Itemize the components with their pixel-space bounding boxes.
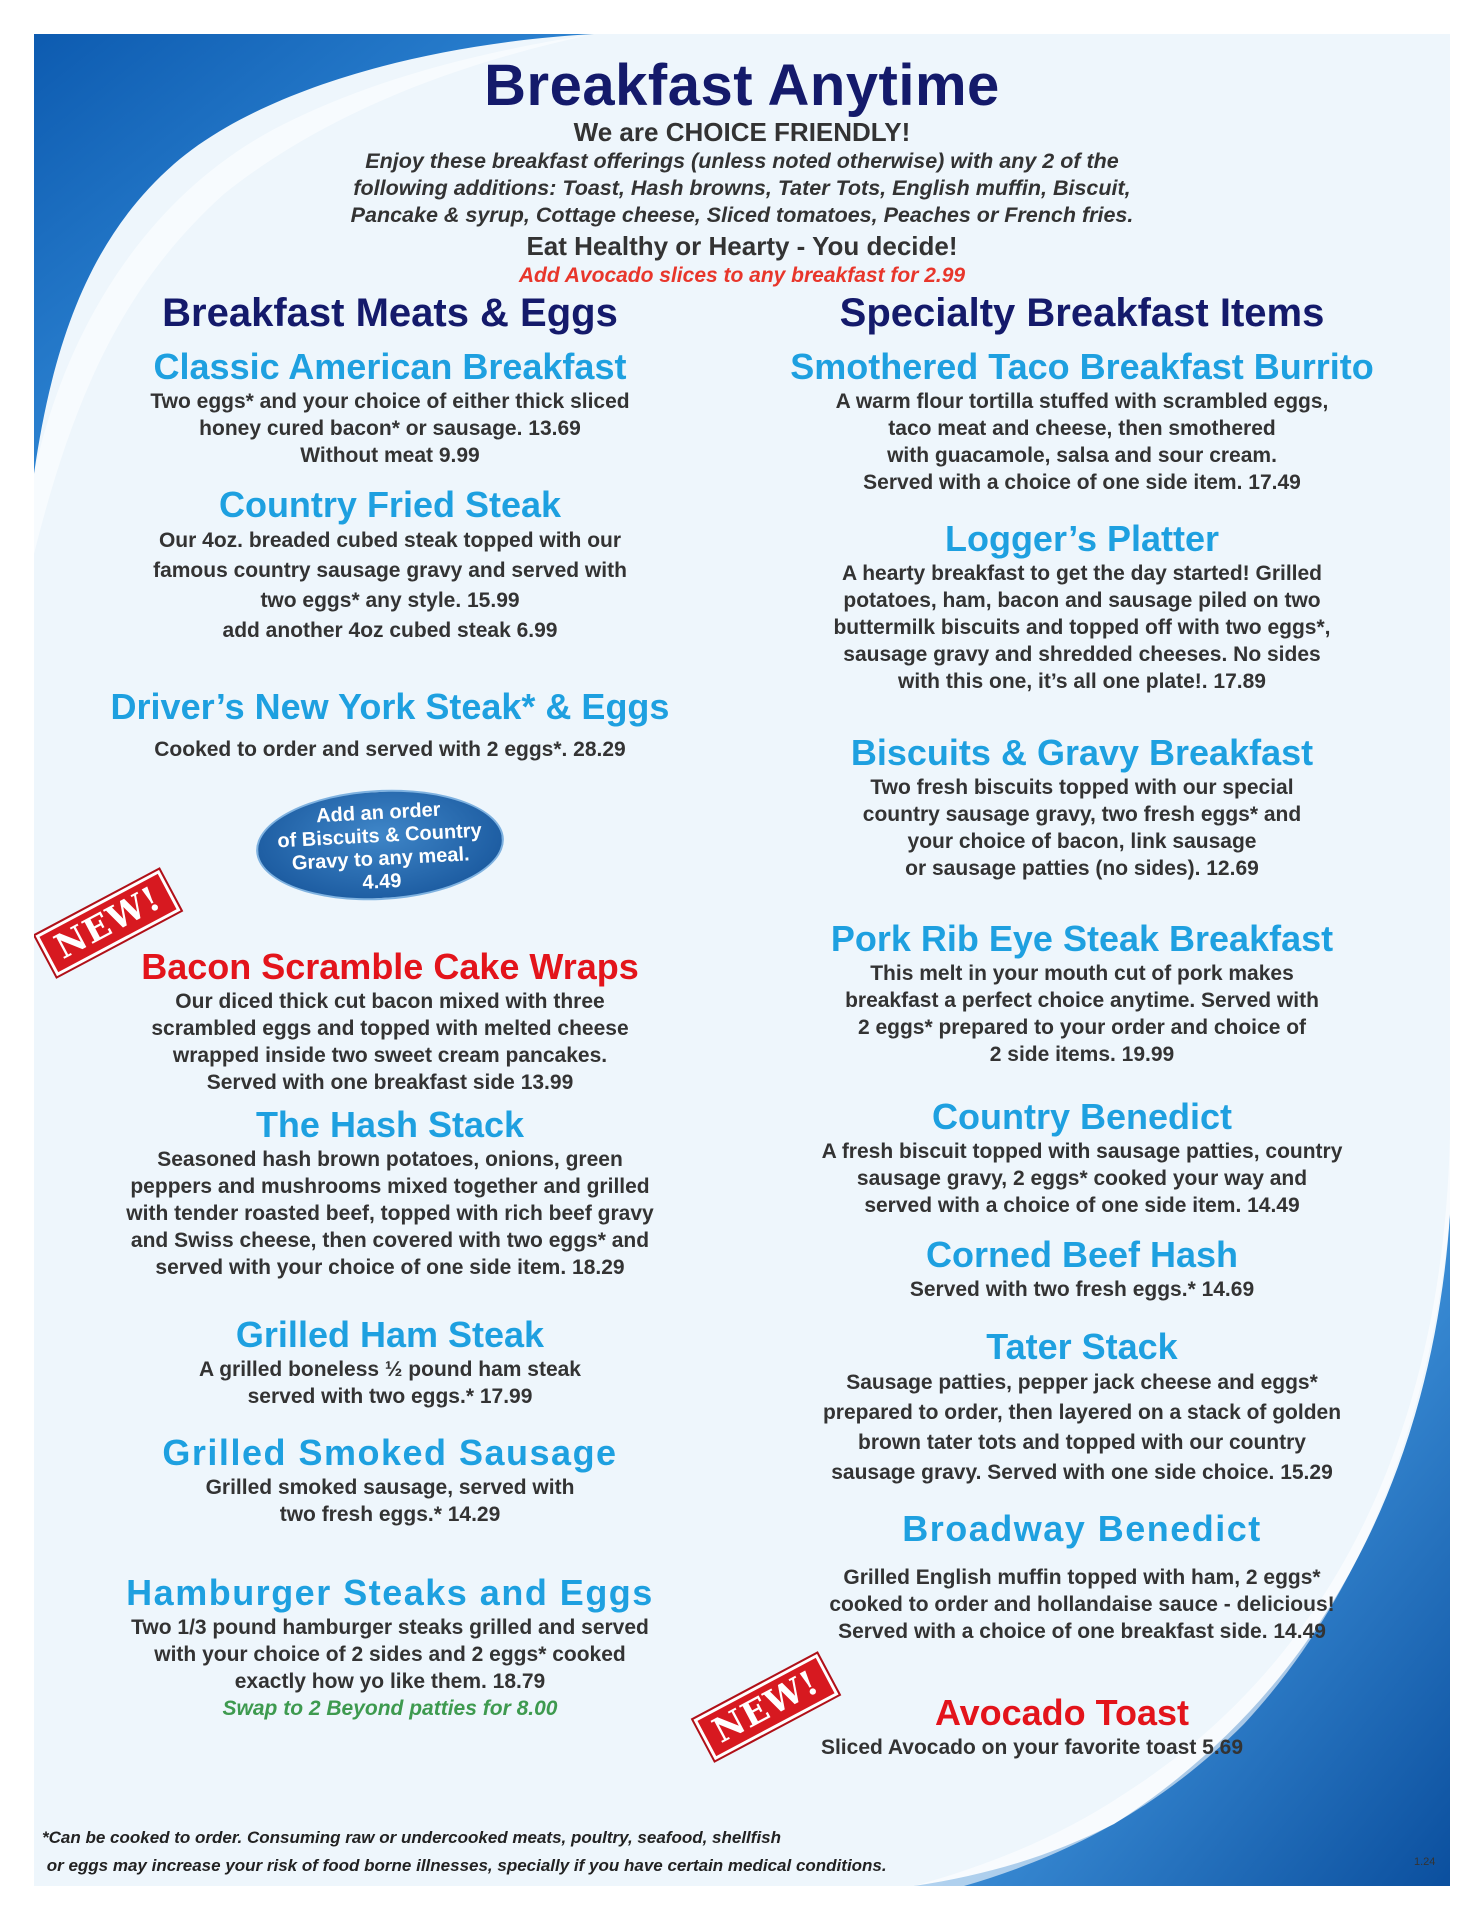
item-name: The Hash Stack bbox=[255, 1104, 525, 1145]
item-description: Cooked to order and served with 2 eggs*. 28.29 bbox=[154, 738, 626, 761]
item-description: A fresh biscuit topped with sausage patties, country sausage gravy, 2 eggs* cooked your way and served with a choice of one side item. 14.49 bbox=[821, 1140, 1343, 1217]
item-description: Two eggs* and your choice of either thick sliced honey cured bacon* or sausage. 13.69 Without meat 9.99 bbox=[150, 390, 630, 467]
item-name: Hamburger Steaks and Eggs bbox=[126, 1572, 654, 1613]
menu-item bbox=[742, 1234, 1422, 1303]
item-description: Served with two fresh eggs.* 14.69 bbox=[909, 1278, 1255, 1301]
choice-friendly-line: We are CHOICE FRIENDLY! bbox=[573, 117, 911, 147]
menu-item bbox=[70, 1104, 710, 1281]
menu-item bbox=[742, 918, 1422, 1068]
menu-item bbox=[742, 1326, 1422, 1488]
version-label: 1.24 bbox=[1414, 1856, 1436, 1868]
item-description: Grilled smoked sausage, served with two fresh eggs.* 14.29 bbox=[205, 1476, 575, 1526]
item-name: Country Benedict bbox=[931, 1096, 1233, 1137]
menu-item bbox=[742, 1096, 1422, 1219]
badge-line: 4.49 bbox=[361, 869, 402, 894]
item-name: Logger’s Platter bbox=[944, 518, 1220, 559]
menu-header bbox=[34, 54, 1450, 289]
item-description: Our 4oz. breaded cubed steak topped with our famous country sausage gravy and served with two eggs* any style. 15.99 add another 4oz cubed steak 6.99 bbox=[153, 529, 627, 642]
menu-item bbox=[742, 518, 1422, 695]
item-name: Tater Stack bbox=[986, 1326, 1178, 1367]
item-name: Broadway Benedict bbox=[902, 1508, 1262, 1549]
section-heading-meats-eggs: Breakfast Meats & Eggs bbox=[162, 291, 618, 335]
menu-item bbox=[70, 484, 710, 646]
item-name: Bacon Scramble Cake Wraps bbox=[141, 946, 639, 987]
item-description: Sliced Avocado on your favorite toast 5.69 bbox=[820, 1736, 1244, 1759]
menu-item bbox=[742, 732, 1422, 882]
item-description: Grilled English muffin topped with ham, 2 eggs* cooked to order and hollandaise sauce - delicious! Served with a choice of one breakfast side. 14.49 bbox=[829, 1566, 1335, 1643]
menu-item bbox=[70, 946, 710, 1096]
item-description: A hearty breakfast to get the day started! Grilled potatoes, ham, bacon and sausage piled on two buttermilk biscuits and topped off with two eggs*, sausage gravy and shredded cheeses. No sides with this one, it’s all one plate!. 17.89 bbox=[833, 562, 1331, 693]
footer-disclaimer bbox=[42, 1824, 1042, 1880]
item-name: Classic American Breakfast bbox=[153, 346, 627, 387]
item-description: A warm flour tortilla stuffed with scrambled eggs, taco meat and cheese, then smothered with guacamole, salsa and sour cream. Served with a choice of one side item. 17.49 bbox=[835, 390, 1329, 494]
item-description: Two fresh biscuits topped with our special country sausage gravy, two fresh eggs* and your choice of bacon, link sausage or sausage patties (no sides). 12.69 bbox=[862, 776, 1302, 880]
item-description: Seasoned hash brown potatoes, onions, green peppers and mushrooms mixed together and grilled with tender roasted beef, topped with rich beef gravy and Swiss cheese, then covered with two eggs* and served with your choice of one side item. 18.29 bbox=[126, 1148, 654, 1279]
item-description: Our diced thick cut bacon mixed with three scrambled eggs and topped with melted cheese wrapped inside two sweet cream pancakes. Served with one breakfast side 13.99 bbox=[151, 990, 629, 1094]
intro-line-3: Pancake & syrup, Cottage cheese, Sliced tomatoes, Peaches or French fries. bbox=[350, 203, 1134, 227]
badge-line: Gravy to any meal. bbox=[291, 843, 471, 875]
item-description: This melt in your mouth cut of pork makes breakfast a perfect choice anytime. Served with 2 eggs* prepared to your order and choice of 2 side items. 19.99 bbox=[845, 962, 1319, 1066]
intro-line-1: Enjoy these breakfast offerings (unless noted otherwise) with any 2 of the bbox=[365, 149, 1119, 173]
menu-item bbox=[70, 1432, 710, 1528]
item-description: Sausage patties, pepper jack cheese and eggs* prepared to order, then layered on a stack of golden brown tater tots and topped with our country sausage gravy. Served with one side choice. 15.29 bbox=[822, 1371, 1342, 1484]
page-title: Breakfast Anytime bbox=[484, 53, 1000, 118]
menu-panel bbox=[34, 34, 1450, 1886]
menu-item bbox=[70, 1314, 710, 1410]
new-badge: NEW! bbox=[35, 870, 180, 976]
menu-item bbox=[70, 1572, 710, 1722]
menu-item bbox=[70, 346, 710, 469]
menu-item bbox=[742, 1508, 1422, 1645]
item-name: Corned Beef Hash bbox=[925, 1234, 1239, 1275]
avocado-addon-note: Add Avocado slices to any breakfast for 2.99 bbox=[518, 264, 966, 287]
disclaimer-line-2: or eggs may increase your risk of food borne illnesses, specially if you have certain medical conditions. bbox=[42, 1856, 887, 1875]
item-name: Smothered Taco Breakfast Burrito bbox=[790, 346, 1374, 387]
intro-line-2: following additions: Toast, Hash browns, Tater Tots, English muffin, Biscuit, bbox=[353, 176, 1131, 200]
item-description: Two 1/3 pound hamburger steaks grilled and served with your choice of 2 sides and 2 eggs* cooked exactly how yo like them. 18.79 bbox=[131, 1616, 649, 1693]
new-badge: NEW! bbox=[693, 1654, 838, 1760]
item-name: Driver’s New York Steak* & Eggs bbox=[110, 686, 670, 727]
item-name: Pork Rib Eye Steak Breakfast bbox=[830, 918, 1334, 959]
tagline: Eat Healthy or Hearty - You decide! bbox=[526, 231, 958, 261]
menu-item bbox=[742, 346, 1422, 496]
item-name: Avocado Toast bbox=[934, 1692, 1190, 1733]
badge-line: of Biscuits & Country bbox=[276, 819, 483, 853]
disclaimer-line-1: *Can be cooked to order. Consuming raw or undercooked meats, poultry, seafood, shellfish bbox=[42, 1828, 782, 1847]
item-name: Grilled Ham Steak bbox=[235, 1314, 545, 1355]
menu-item bbox=[722, 1692, 1402, 1761]
badge-line: Add an order bbox=[315, 798, 442, 828]
item-name: Biscuits & Gravy Breakfast bbox=[850, 732, 1314, 773]
item-name: Country Fried Steak bbox=[218, 484, 562, 525]
section-heading-specialty: Specialty Breakfast Items bbox=[839, 291, 1325, 335]
item-description: A grilled boneless ½ pound ham steak served with two eggs.* 17.99 bbox=[199, 1358, 581, 1408]
beyond-swap-note: Swap to 2 Beyond patties for 8.00 bbox=[222, 1697, 558, 1720]
menu-item bbox=[70, 686, 710, 763]
item-name: Grilled Smoked Sausage bbox=[162, 1432, 618, 1473]
